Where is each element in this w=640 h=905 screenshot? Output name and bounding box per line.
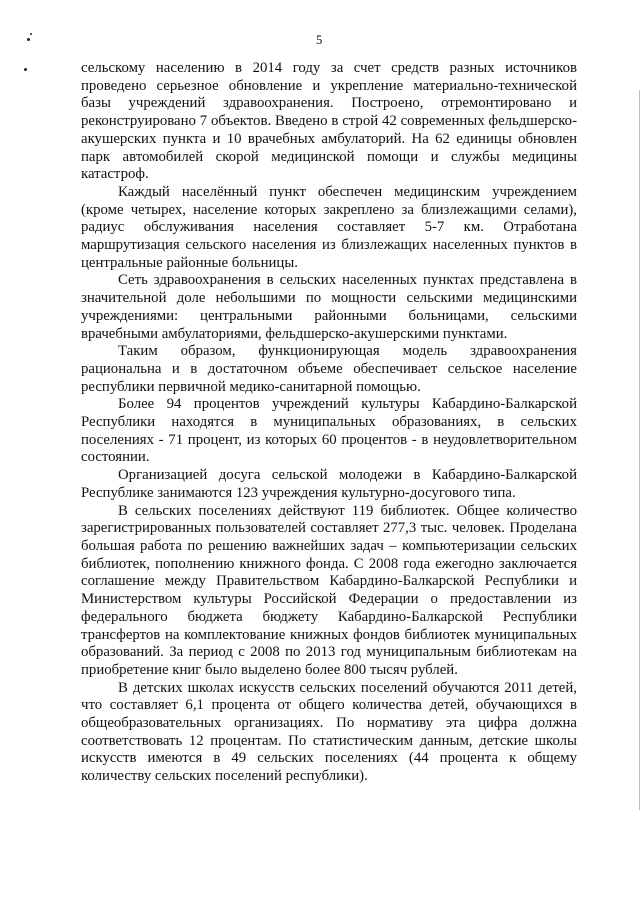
paragraph: Более 94 процентов учреждений культуры Кабардино-Балкарской Республики находятся в муниципальных образованиях, в сельских поселениях - 71 процент, из которых 60 процентов - в неудовлетворительном состоянии.	[81, 396, 577, 466]
paragraph: Организацией досуга сельской молодежи в Кабардино-Балкарской Республике занимаются 123 учреждения культурно-досугового типа.	[81, 467, 577, 501]
paragraph: В детских школах искусств сельских поселений обучаются 2011 детей, что составляет 6,1 процента от общего количества детей, обучающихся в общеобразовательных организациях. По нормативу эта цифра должна соответствовать 12 процентам. По статистическим данным, детские школы искусств имеются в 49 сельских поселениях (44 процента к общему количеству сельских поселений республики).	[81, 679, 577, 785]
scan-speck	[27, 38, 30, 41]
paragraph: Сеть здравоохранения в сельских населенных пунктах представлена в значительной доле небольшими по мощности сельскими медицинскими учреждениями: центральными районными больницами, сельскими врачебными амбулаториями, фельдшерско-акушерскими пунктами.	[81, 272, 577, 342]
paragraph: Каждый населённый пункт обеспечен медицинским учреждением (кроме четырех, население которых закреплено за близлежащими селами), радиус обслуживания населения составляет 5-7 км. Отработана маршрутизация сельского населения из близлежащих населенных пунктов в центральные районные больницы.	[81, 183, 577, 271]
paragraph: В сельских поселениях действуют 119 библиотек. Общее количество зарегистрированных пользователей составляет 277,3 тыс. человек. Проделана большая работа по решению важнейших задач – компьютеризации сельских библиотек, пополнению книжного фонда. С 2008 года ежегодно заключается соглашение между Правительством Кабардино-Балкарской Республики и Министерством культуры Российской Федерации о предоставлении из федерального бюджета бюджету Кабардино-Балкарской Республики трансфертов на комплектование книжных фондов библиотек муниципальных образований. За период с 2008 по 2013 год муниципальным библиотекам на приобретение книг было выделено более 800 тысяч рублей.	[81, 502, 577, 678]
page-number: 5	[316, 33, 323, 47]
paragraph: сельскому населению в 2014 году за счет средств разных источников проведено серьезное обновление и укрепление материально-технической базы учреждений здравоохранения. Построено, отремонтировано и реконструировано 7 объектов. Введено в строй 42 современных фельдшерско-акушерских пункта и 10 врачебных амбулаторий. На 62 единицы обновлен парк автомобилей скорой медицинской помощи и службы медицины катастроф.	[81, 60, 577, 183]
paragraph: Таким образом, функционирующая модель здравоохранения рациональна и в достаточном объеме обеспечивает сельское население республики первичной медико-санитарной помощью.	[81, 343, 577, 395]
scan-speck	[30, 33, 32, 35]
scan-speck	[24, 68, 27, 71]
document-body	[81, 60, 577, 786]
